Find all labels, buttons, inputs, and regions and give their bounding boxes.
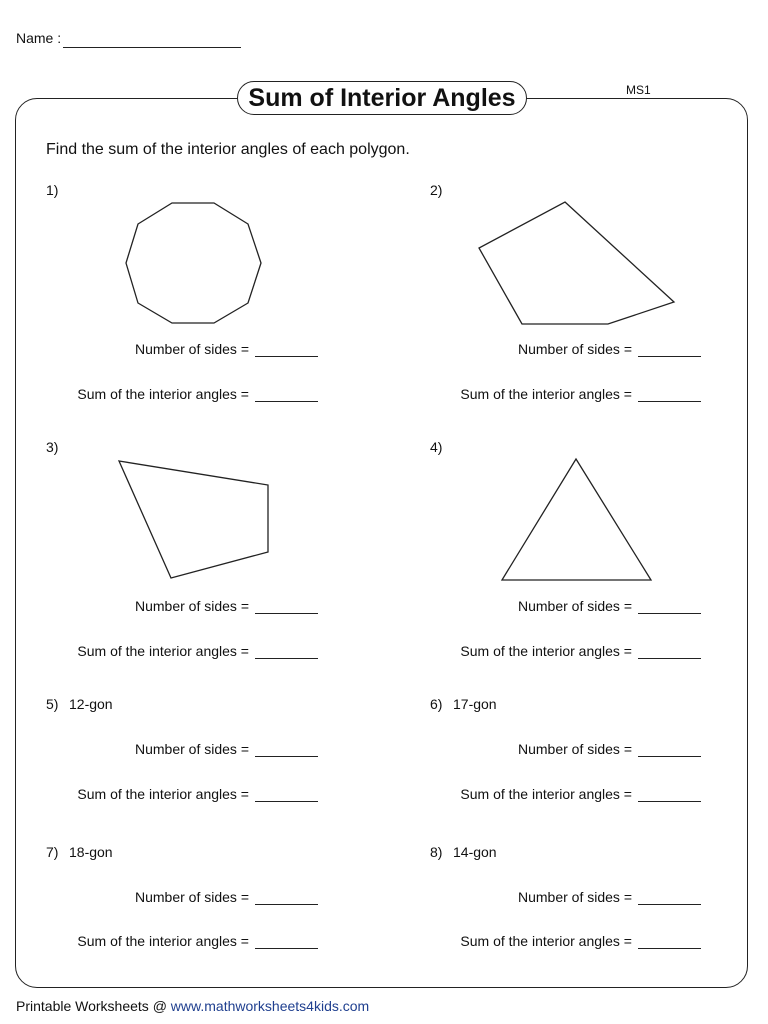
question-3-sum-label: Sum of the interior angles =	[77, 643, 249, 659]
question-5-sides-row	[65, 741, 318, 757]
question-2-sides-label: Number of sides =	[518, 341, 632, 357]
question-7-sides-label: Number of sides =	[135, 889, 249, 905]
question-6-sum-blank[interactable]	[638, 787, 701, 802]
footer-website-link[interactable]: www.mathworksheets4kids.com	[170, 998, 370, 1014]
question-4-sum-row	[448, 643, 701, 659]
instruction-text: Find the sum of the interior angles of each polygon.	[46, 141, 410, 158]
question-5-number: 5)	[46, 696, 59, 712]
question-5-label: 12-gon	[69, 696, 113, 712]
question-8-sides-label: Number of sides =	[518, 889, 632, 905]
footer	[16, 998, 369, 1014]
question-1-sides-blank[interactable]	[255, 342, 318, 357]
question-2-sides-row	[448, 341, 701, 357]
name-label: Name :	[16, 30, 62, 46]
question-6-label: 17-gon	[453, 696, 497, 712]
name-field-line[interactable]	[63, 47, 241, 48]
question-6-number: 6)	[430, 696, 443, 712]
question-7-number: 7)	[46, 844, 59, 860]
question-7-sum-label: Sum of the interior angles =	[77, 933, 249, 949]
question-1-sides-row	[65, 341, 318, 357]
question-4-triangle-shape	[0, 0, 1, 1]
question-8-sides-blank[interactable]	[638, 890, 701, 905]
question-4-sum-blank[interactable]	[638, 644, 701, 659]
question-1-sum-label: Sum of the interior angles =	[77, 386, 249, 402]
question-6-sides-row	[448, 741, 701, 757]
question-8-sum-row	[448, 933, 701, 949]
question-6-sum-label: Sum of the interior angles =	[460, 786, 632, 802]
question-2-sum-row	[448, 386, 701, 402]
question-5-sides-blank[interactable]	[255, 742, 318, 757]
question-8-sum-label: Sum of the interior angles =	[460, 933, 632, 949]
question-8-sides-row	[448, 889, 701, 905]
question-2-number: 2)	[430, 182, 443, 198]
worksheet-frame	[15, 98, 748, 988]
question-5-sides-label: Number of sides =	[135, 741, 249, 757]
question-3-sum-blank[interactable]	[255, 644, 318, 659]
question-6-sides-label: Number of sides =	[518, 741, 632, 757]
question-2-sum-label: Sum of the interior angles =	[460, 386, 632, 402]
worksheet-title: Sum of Interior Angles	[237, 81, 527, 115]
question-8-label: 14-gon	[453, 844, 497, 860]
question-4-sum-label: Sum of the interior angles =	[460, 643, 632, 659]
question-3-sides-blank[interactable]	[255, 599, 318, 614]
question-7-label: 18-gon	[69, 844, 113, 860]
question-4-sides-row	[448, 598, 701, 614]
question-7-sides-row	[65, 889, 318, 905]
question-2-sides-blank[interactable]	[638, 342, 701, 357]
question-4-sides-blank[interactable]	[638, 599, 701, 614]
question-7-sides-blank[interactable]	[255, 890, 318, 905]
footer-text: Printable Worksheets @	[16, 998, 167, 1014]
question-3-sides-label: Number of sides =	[135, 598, 249, 614]
question-7-sum-blank[interactable]	[255, 934, 318, 949]
question-5-sum-row	[65, 786, 318, 802]
question-4-number: 4)	[430, 439, 443, 455]
question-6-sides-blank[interactable]	[638, 742, 701, 757]
question-8-number: 8)	[430, 844, 443, 860]
question-1-sides-label: Number of sides =	[135, 341, 249, 357]
question-3-number: 3)	[46, 439, 59, 455]
question-5-sum-label: Sum of the interior angles =	[77, 786, 249, 802]
question-1-sum-blank[interactable]	[255, 387, 318, 402]
question-1-sum-row	[65, 386, 318, 402]
question-6-sum-row	[448, 786, 701, 802]
question-1-number: 1)	[46, 182, 59, 198]
worksheet-code: MS1	[626, 83, 651, 97]
question-7-sum-row	[65, 933, 318, 949]
question-3-sum-row	[65, 643, 318, 659]
question-5-sum-blank[interactable]	[255, 787, 318, 802]
question-2-sum-blank[interactable]	[638, 387, 701, 402]
question-8-sum-blank[interactable]	[638, 934, 701, 949]
question-4-sides-label: Number of sides =	[518, 598, 632, 614]
question-3-sides-row	[65, 598, 318, 614]
